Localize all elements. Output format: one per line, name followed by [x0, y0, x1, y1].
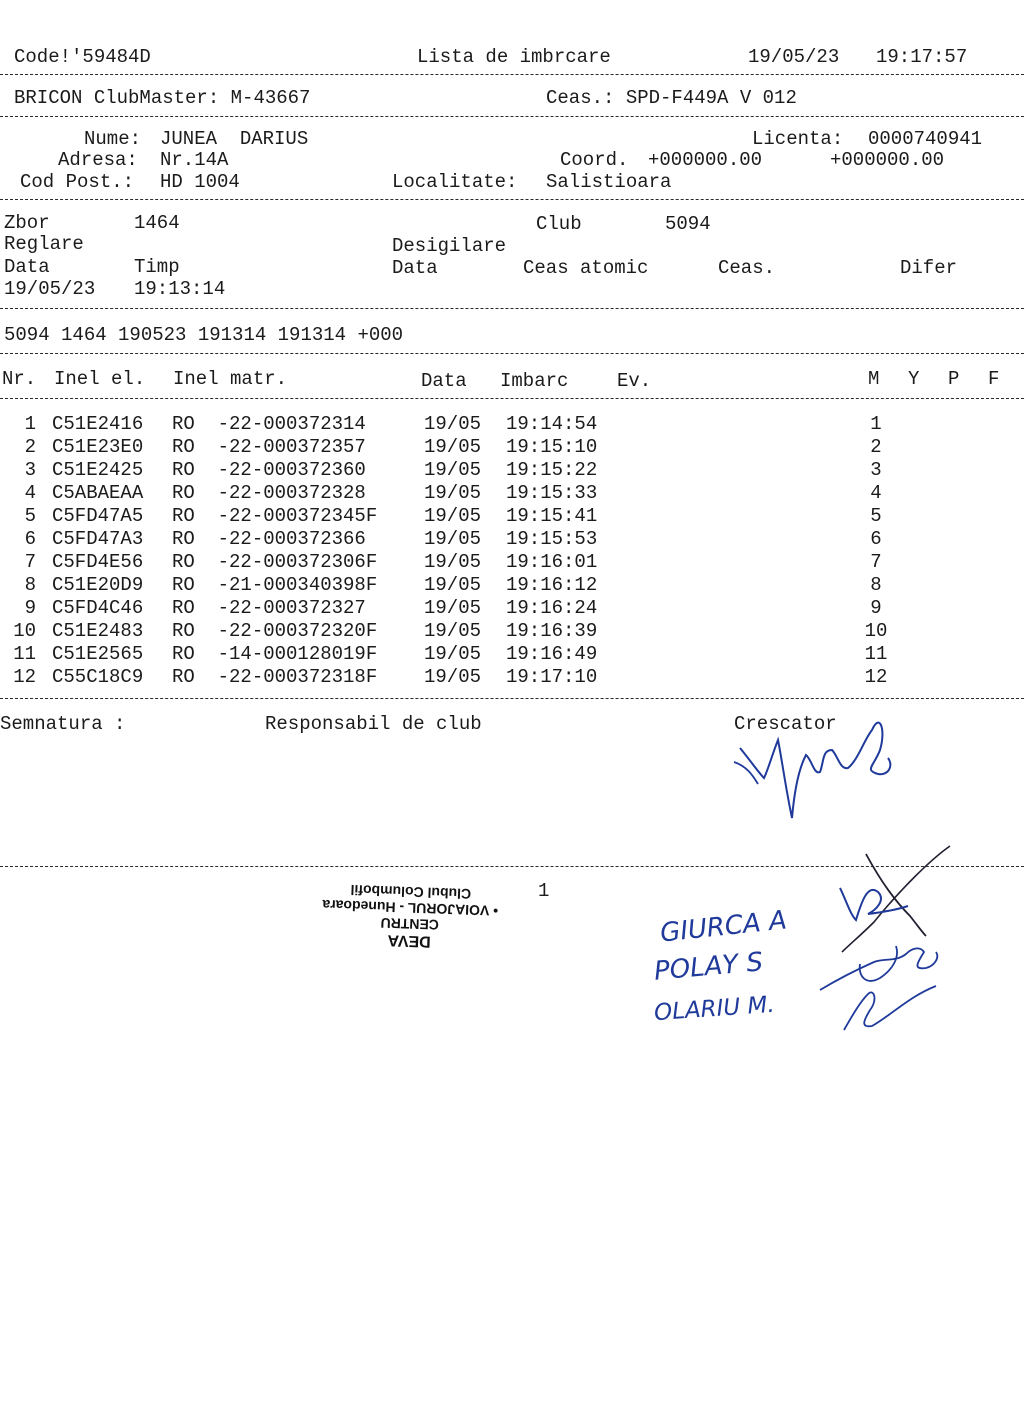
electronic-ring: C5FD4C46 — [52, 597, 144, 619]
locality: Salistioara — [546, 171, 672, 193]
row-m-value: 8 — [870, 574, 882, 596]
postcode-label: Cod Post.: — [20, 171, 135, 193]
electronic-ring: C5FD47A3 — [52, 528, 144, 550]
basket-date: 19/05 — [424, 436, 482, 458]
col-inel-matr: Inel matr. — [173, 368, 288, 390]
basket-date: 19/05 — [424, 459, 482, 481]
responsabil-label: Responsabil de club — [265, 713, 482, 735]
basket-date: 19/05 — [424, 413, 482, 435]
handwritten-name: GIURCA A — [658, 905, 789, 949]
divider — [0, 398, 1024, 399]
stamp-line: DEVA — [387, 931, 432, 950]
basket-time: 19:16:24 — [506, 597, 598, 619]
stamp-line: • VOIAJORUL - Hunedoara — [322, 896, 499, 920]
handwritten-name: POLAY S — [652, 947, 765, 987]
col-f: F — [988, 368, 1000, 390]
row-number: 5 — [24, 505, 36, 527]
header-time: 19:17:57 — [876, 46, 968, 68]
coord-y: +000000.00 — [830, 149, 945, 171]
electronic-ring: C51E20D9 — [52, 574, 144, 596]
summary-line: 5094 1464 190523 191314 191314 +000 — [4, 324, 404, 346]
basket-time: 19:15:10 — [506, 436, 598, 458]
row-number: 3 — [24, 459, 36, 481]
ceas-label: Ceas. — [718, 257, 776, 279]
fancier-address: Nr.14A — [160, 149, 229, 171]
basket-date: 19/05 — [424, 528, 482, 550]
row-m-value: 3 — [870, 459, 882, 481]
clubmaster-id: BRICON ClubMaster: M-43667 — [14, 87, 311, 109]
row-m-value: 6 — [870, 528, 882, 550]
basket-date: 19/05 — [424, 551, 482, 573]
semnatura-label: Semnatura : — [0, 713, 126, 735]
reglare-date: 19/05/23 — [4, 278, 96, 300]
handwritten-name: OLARIU M. — [653, 991, 776, 1027]
data-label-2: Data — [392, 257, 438, 279]
licence-label: Licenta: — [752, 128, 844, 150]
divider — [0, 74, 1024, 75]
club-label: Club — [536, 213, 582, 235]
header-date: 19/05/23 — [748, 46, 840, 68]
col-p: P — [948, 368, 960, 390]
basket-time: 19:16:39 — [506, 620, 598, 642]
basket-time: 19:15:53 — [506, 528, 598, 550]
electronic-ring: C51E2483 — [52, 620, 144, 642]
electronic-ring: C51E2565 — [52, 643, 144, 665]
difer-label: Difer — [900, 257, 958, 279]
basket-date: 19/05 — [424, 643, 482, 665]
ring-number: RO -14-000128019F — [172, 643, 378, 665]
row-number: 4 — [24, 482, 36, 504]
zbor-number: 1464 — [134, 212, 180, 234]
electronic-ring: C51E2416 — [52, 413, 144, 435]
row-m-value: 1 — [870, 413, 882, 435]
col-ev: Ev. — [617, 370, 652, 392]
postcode: HD 1004 — [160, 171, 240, 193]
reglare-label: Reglare — [4, 233, 84, 255]
row-m-value: 10 — [864, 620, 888, 642]
locality-label: Localitate: — [392, 171, 518, 193]
row-number: 8 — [24, 574, 36, 596]
divider — [0, 353, 1024, 354]
row-number: 12 — [13, 666, 36, 688]
electronic-ring: C51E23E0 — [52, 436, 144, 458]
basket-time: 19:15:41 — [506, 505, 598, 527]
licence-number: 0000740941 — [868, 128, 983, 150]
basket-time: 19:14:54 — [506, 413, 598, 435]
timp-label: Timp — [134, 256, 180, 278]
stamp-line: CENTRU — [380, 914, 440, 934]
row-number: 1 — [24, 413, 36, 435]
witness-signatures — [800, 840, 970, 1040]
ring-number: RO -22-000372357 — [172, 436, 378, 458]
row-m-value: 7 — [870, 551, 882, 573]
basket-date: 19/05 — [424, 666, 482, 688]
row-m-value: 11 — [864, 643, 888, 665]
basket-date: 19/05 — [424, 620, 482, 642]
basket-time: 19:15:22 — [506, 459, 598, 481]
club-stamp — [279, 879, 541, 952]
ring-number: RO -21-000340398F — [172, 574, 378, 596]
col-m: M — [868, 368, 880, 390]
fancier-name: JUNEA DARIUS — [160, 128, 309, 150]
desigilare-label: Desigilare — [392, 235, 507, 257]
data-label: Data — [4, 256, 50, 278]
fancier-signature — [728, 700, 908, 830]
ring-number: RO -22-000372360 — [172, 459, 378, 481]
divider — [0, 116, 1024, 117]
row-m-value: 5 — [870, 505, 882, 527]
divider — [0, 698, 1024, 699]
basket-time: 19:16:12 — [506, 574, 598, 596]
ring-number: RO -22-000372328 — [172, 482, 378, 504]
row-m-value: 4 — [870, 482, 882, 504]
basket-date: 19/05 — [424, 574, 482, 596]
electronic-ring: C5ABAEAA — [52, 482, 144, 504]
name-label: Nume: — [84, 128, 142, 150]
basket-date: 19/05 — [424, 482, 482, 504]
row-number: 11 — [13, 643, 36, 665]
ring-number: RO -22-000372306F — [172, 551, 378, 573]
col-inel-el: Inel el. — [54, 368, 146, 390]
club-number: 5094 — [665, 213, 711, 235]
basket-time: 19:17:10 — [506, 666, 598, 688]
coord-x: +000000.00 — [648, 149, 763, 171]
row-number: 7 — [24, 551, 36, 573]
ring-number: RO -22-000372327 — [172, 597, 378, 619]
col-y: Y — [908, 368, 920, 390]
zbor-label: Zbor — [4, 212, 50, 234]
divider — [0, 308, 1024, 309]
col-imbarc: Imbarc — [500, 370, 569, 392]
ring-number: RO -22-000372320F — [172, 620, 378, 642]
basket-time: 19:16:01 — [506, 551, 598, 573]
document-title: Lista de imbrcare — [417, 46, 611, 68]
basket-date: 19/05 — [424, 597, 482, 619]
stamp-line: Clubul Columbofil — [350, 881, 472, 903]
electronic-ring: C5FD47A5 — [52, 505, 144, 527]
basket-time: 19:16:49 — [506, 643, 598, 665]
row-number: 6 — [24, 528, 36, 550]
col-data: Data — [421, 370, 467, 392]
ceas-atomic-label: Ceas atomic — [523, 257, 649, 279]
basket-time: 19:15:33 — [506, 482, 598, 504]
row-m-value: 2 — [870, 436, 882, 458]
clock-id: Ceas.: SPD-F449A V 012 — [546, 87, 797, 109]
page-number: 1 — [538, 880, 550, 902]
crescator-label: Crescator — [734, 713, 837, 735]
electronic-ring: C51E2425 — [52, 459, 144, 481]
basket-date: 19/05 — [424, 505, 482, 527]
electronic-ring: C55C18C9 — [52, 666, 144, 688]
ring-number: RO -22-000372318F — [172, 666, 378, 688]
col-nr: Nr. — [2, 368, 37, 390]
electronic-ring: C5FD4E56 — [52, 551, 144, 573]
row-m-value: 9 — [870, 597, 882, 619]
coord-label: Coord. — [560, 149, 629, 171]
row-number: 10 — [13, 620, 36, 642]
ring-number: RO -22-000372345F — [172, 505, 378, 527]
reglare-time: 19:13:14 — [134, 278, 226, 300]
row-m-value: 12 — [864, 666, 888, 688]
document-code: Code!'59484D — [14, 46, 151, 68]
ring-number: RO -22-000372366 — [172, 528, 378, 550]
divider — [0, 199, 1024, 200]
ring-number: RO -22-000372314 — [172, 413, 378, 435]
address-label: Adresa: — [58, 149, 138, 171]
row-number: 2 — [24, 436, 36, 458]
row-number: 9 — [24, 597, 36, 619]
